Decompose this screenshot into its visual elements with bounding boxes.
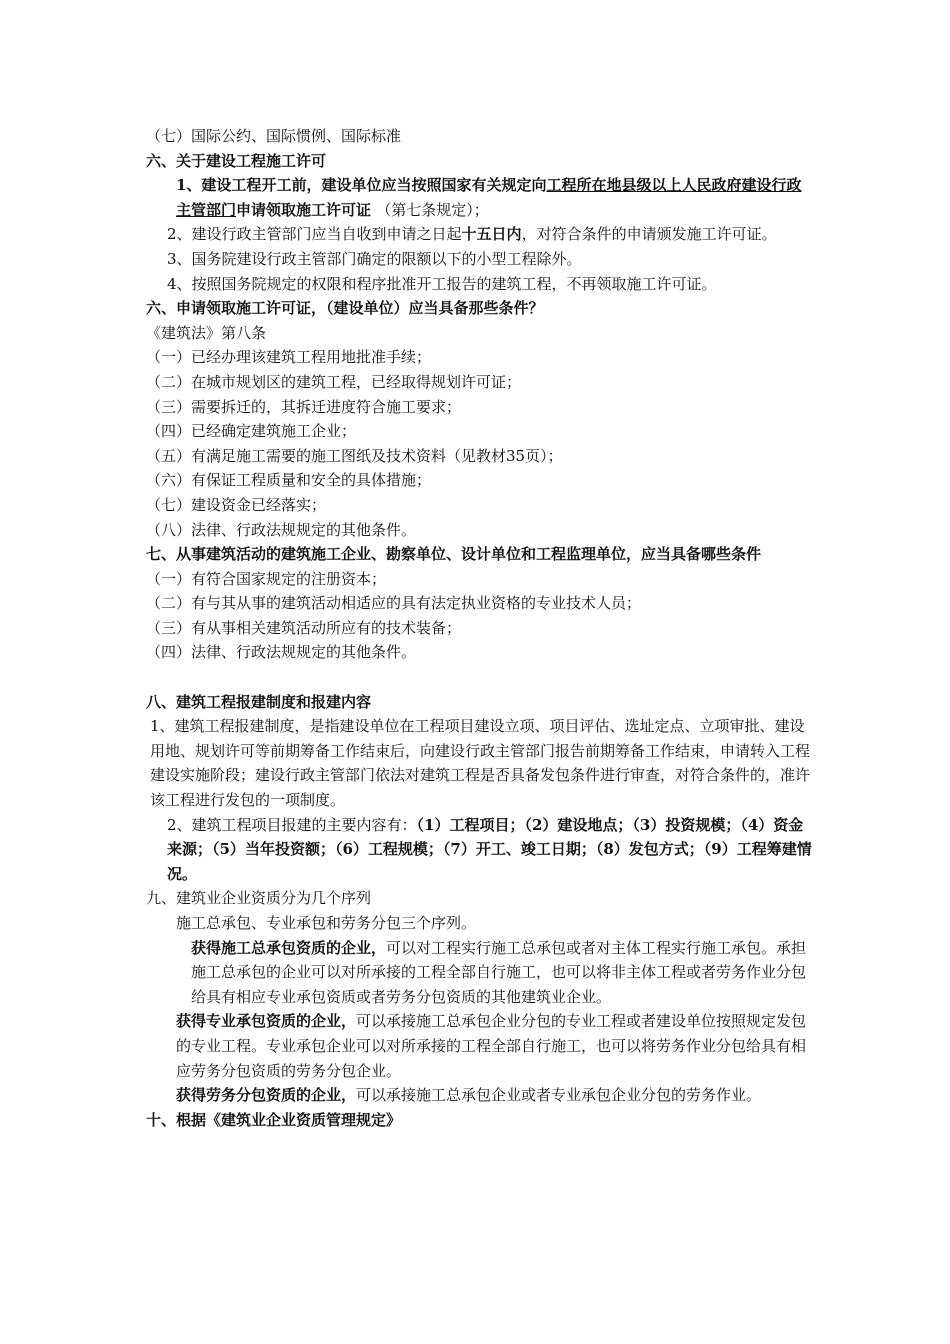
paragraph-permit-3: 3、国务院建设行政主管部门确定的限额以下的小型工程除外。 [167, 249, 582, 268]
text-segment: 2、建设行政主管部门应当自收到申请之日起 [167, 225, 462, 244]
list-item: （二）在城市规划区的建筑工程，已经取得规划许可证； [146, 372, 522, 391]
text-segment-bold: 十五日内 [461, 225, 522, 244]
heading-qualification-sequences: 九、建筑业企业资质分为几个序列 [146, 889, 372, 908]
paragraph-specialty-contracting [146, 1009, 816, 1083]
text-segment: 1、建设工程开工前，建设单位应当按照国家有关规定向 [176, 176, 547, 195]
heading-registration: 八、建筑工程报建制度和报建内容 [146, 692, 372, 711]
list-item: （五）有满足施工需要的施工图纸及技术资料（见教材35页）； [146, 446, 563, 465]
list-item-intl-conventions: （七）国际公约、国际惯例、国际标准 [146, 127, 402, 145]
document-body [146, 124, 816, 1132]
list-item: （三）有从事相关建筑活动所应有的技术装备； [146, 618, 462, 637]
list-item: （四）已经确定建筑施工企业； [146, 422, 357, 441]
list-item: （八）法律、行政法规规定的其他条件。 [146, 520, 417, 539]
heading-permit-conditions: 六、申请领取施工许可证，（建设单位）应当具备那些条件？ [146, 299, 544, 318]
text-segment-underlined: 工程所在地县级以上人民政府 [546, 176, 742, 195]
text-segment: ，对符合条件的申请颁发施工许可证。 [521, 225, 777, 244]
heading-enterprise-conditions: 七、从事建筑活动的建筑施工企业、勘察单位、设计单位和工程监理单位，应当具备哪些条件 [146, 545, 762, 564]
heading-construction-permit: 六、关于建设工程施工许可 [146, 151, 327, 170]
list-item: （六）有保证工程质量和安全的具体措施； [146, 471, 432, 490]
text-segment: 可以承接施工总承包企业或者专业承包企业分包的劳务作业。 [356, 1086, 762, 1105]
text-segment: 可以承接施工总承包企业分包的专业工程或者建设单位按照规定发包的专业工程。专业承包企业可以对所承接的工程全部自行施工，也可以将劳务作业分包给具有相应劳务分包资质的劳务分包企业。 [176, 1012, 807, 1080]
text-segment-bold: 获得施工总承包资质的企业， [191, 938, 387, 957]
blank-line [146, 665, 816, 690]
text-segment: 可以对工程实行施工总承包或者对主体工程实行施工承包。承担施工总承包的企业可以对所承接的工程全部自行施工，也可以将非主体工程或者劳务作业分包给具有相应专业承包资质或者劳务分包资质的其他建筑业企业。 [191, 938, 807, 1006]
paragraph-permit-2 [146, 222, 816, 247]
text-segment: 申请领取施工许可证 [236, 200, 372, 219]
paragraph-registration-2 [146, 813, 816, 887]
paragraph-labor-subcontracting [146, 1083, 816, 1108]
text-segment-underlined: 建设行政主管部门 [176, 176, 802, 219]
text-segment-bold: 获得专业承包资质的企业， [176, 1012, 357, 1031]
text-segment: 2、建筑工程项目报建的主要内容有： [167, 815, 417, 834]
list-item: （一）有符合国家规定的注册资本； [146, 569, 387, 588]
list-item: （七）建设资金已经落实； [146, 495, 327, 514]
law-reference: 《建筑法》第八条 [146, 323, 267, 342]
list-item: （三）需要拆迁的，其拆迁进度符合施工要求； [146, 397, 462, 416]
text-segment: （第七条规定）； [376, 200, 489, 219]
paragraph-sequences: 施工总承包、专业承包和劳务分包三个序列。 [176, 914, 477, 932]
paragraph-permit-4: 4、按照国务院规定的权限和程序批准开工报告的建筑工程，不再领取施工许可证。 [167, 274, 717, 293]
list-item: （一）已经办理该建筑工程用地批准手续； [146, 348, 432, 367]
list-item: （二）有与其从事的建筑活动相适应的具有法定执业资格的专业技术人员； [146, 594, 642, 613]
paragraph-general-contracting [146, 936, 816, 1010]
paragraph-registration-1: 1、建筑工程报建制度，是指建设单位在工程项目建设立项、项目评估、选址定点、立项审批、建设用地、规划许可等前期筹备工作结束后，向建设行政主管部门报告前期筹备工作结束，申请转入工程建设实施阶段；建设行政主管部门依法对建筑工程是否具备发包条件进行审查，对符合条件的，准许该工程进行发包的一项制度。 [150, 717, 811, 810]
text-segment-bold: 获得劳务分包资质的企业， [176, 1086, 357, 1105]
paragraph-permit-1 [146, 173, 816, 222]
heading-qualification-rules: 十、根据《建筑业企业资质管理规定》 [146, 1110, 402, 1129]
list-item: （四）法律、行政法规规定的其他条件。 [146, 643, 417, 662]
text-segment-bold: （1）工程项目；（2）建设地点；（3）投资规模；（4）资金来源；（5）当年投资额；（6）工程规模；（7）开工、竣工日期；（8）发包方式；（9）工程筹建情况。 [167, 815, 812, 883]
